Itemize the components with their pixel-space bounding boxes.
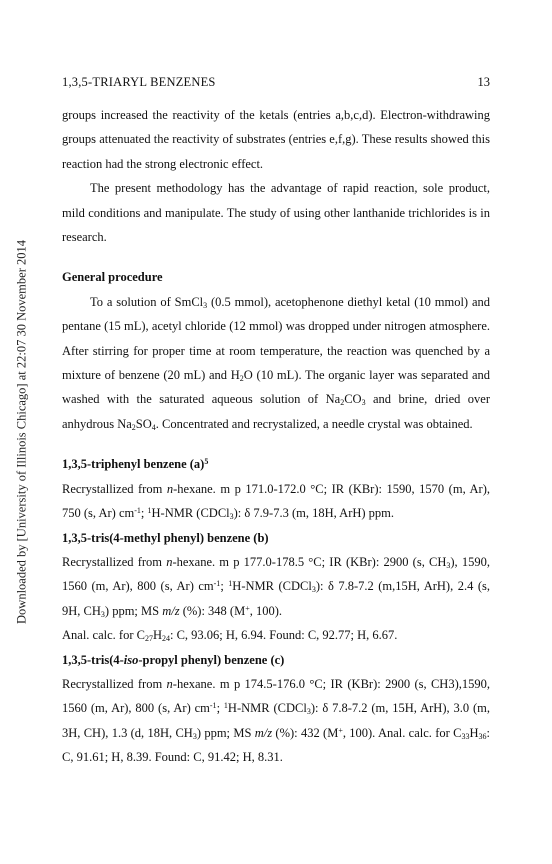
paragraph-results: groups increased the reactivity of the ketals (entries a,b,c,d). Electron-withdrawing groups attenuated the reactivity of substrates (entries e,f,g). These results showed this reaction had the strong electronic effect.: [62, 108, 490, 171]
running-title: 1,3,5-TRIARYL BENZENES: [62, 75, 216, 89]
page-body: [62, 103, 490, 770]
compound-b-analysis: Anal. calc. for $C_{27}H_{24}$: C, 93.06; H, 6.94. Found: C, 92.77; H, 6.67.: [62, 628, 398, 644]
section-heading-general: General procedure: [62, 270, 163, 285]
paragraph-methodology: The present methodology has the advantage of rapid reaction, sole product, mild conditions and manipulate. The study of using other lanthanide trichlorides is in research.: [62, 181, 490, 245]
compound-a-data: Recrystallized from n-hexane. m p 171.0-172.0 °C; IR (KBr): 1590, 1570 (m, Ar), 750 (s, Ar) $cm^{-1}$; $^1$H-NMR (CDCl$_3$): δ 7.9-7.3 (m, 18H, ArH) ppm.: [62, 481, 491, 522]
paragraph-general-procedure: To a solution of SmCl$_3$ (0.5 mmol), acetophenone diethyl ketal (10 mmol) and pentane (15 mL), acetyl chloride (12 mmol) was dropped under nitrogen atmosphere. After stirring for proper time at room temperature, the reaction was quenched by a mixture of benzene (20 mL) and $H_2O$ (10 mL). The organic layer was separated and washed with the saturated aqueous solution of $Na_2CO_3$ and brine, dried over anhydrous $Na_2SO_4$. Concentrated and recrystalized, a needle crystal was obtained.: [62, 294, 490, 432]
reference-marker: 5: [204, 457, 209, 467]
compound-a-heading: 1,3,5-triphenyl benzene $(a)^5$: [62, 457, 209, 472]
running-header: [62, 75, 490, 91]
compound-b-heading: 1,3,5-tris(4-methyl phenyl) benzene (b): [62, 530, 269, 545]
compound-c-heading: 1,3,5-tris(4-iso-propyl phenyl) benzene (c): [62, 652, 285, 667]
compound-b-data: Recrystallized from n-hexane. m p 177.0-178.5 °C; IR (KBr): 2900 (s, $CH_3$), 1590, 1560 (m, Ar), 800 (s, Ar) $cm^{-1}$; $^1$H-NMR (CDCl$_3$): δ 7.8-7.2 (m,15H, ArH), 2.4 (s, 9H, $CH_3$) ppm; MS m/z (%): 348 (M+, 100).: [62, 554, 490, 619]
compound-c-data: Recrystallized from n-hexane. m p 174.5-176.0 °C; IR (KBr): 2900 (s, CH3),1590, 1560 (m, Ar), 800 (s, Ar) $cm^{-1}$; $^1$H-NMR (CDCl$_3$): δ 7.8-7.2 (m, 15H, ArH), 3.0 (m, 3H, CH), 1.3 (d, 18H, $CH_3$) ppm; MS m/z (%): 432 (M+, 100). Anal. calc. for $C_{33}H_{36}$: C, 91.61; H, 8.39. Found: C, 91.42; H, 8.31.: [62, 676, 491, 765]
download-note: Downloaded by [University of Illinois Chicago] at 22:07 30 November 2014: [14, 240, 29, 624]
page-number: 13: [477, 75, 490, 89]
